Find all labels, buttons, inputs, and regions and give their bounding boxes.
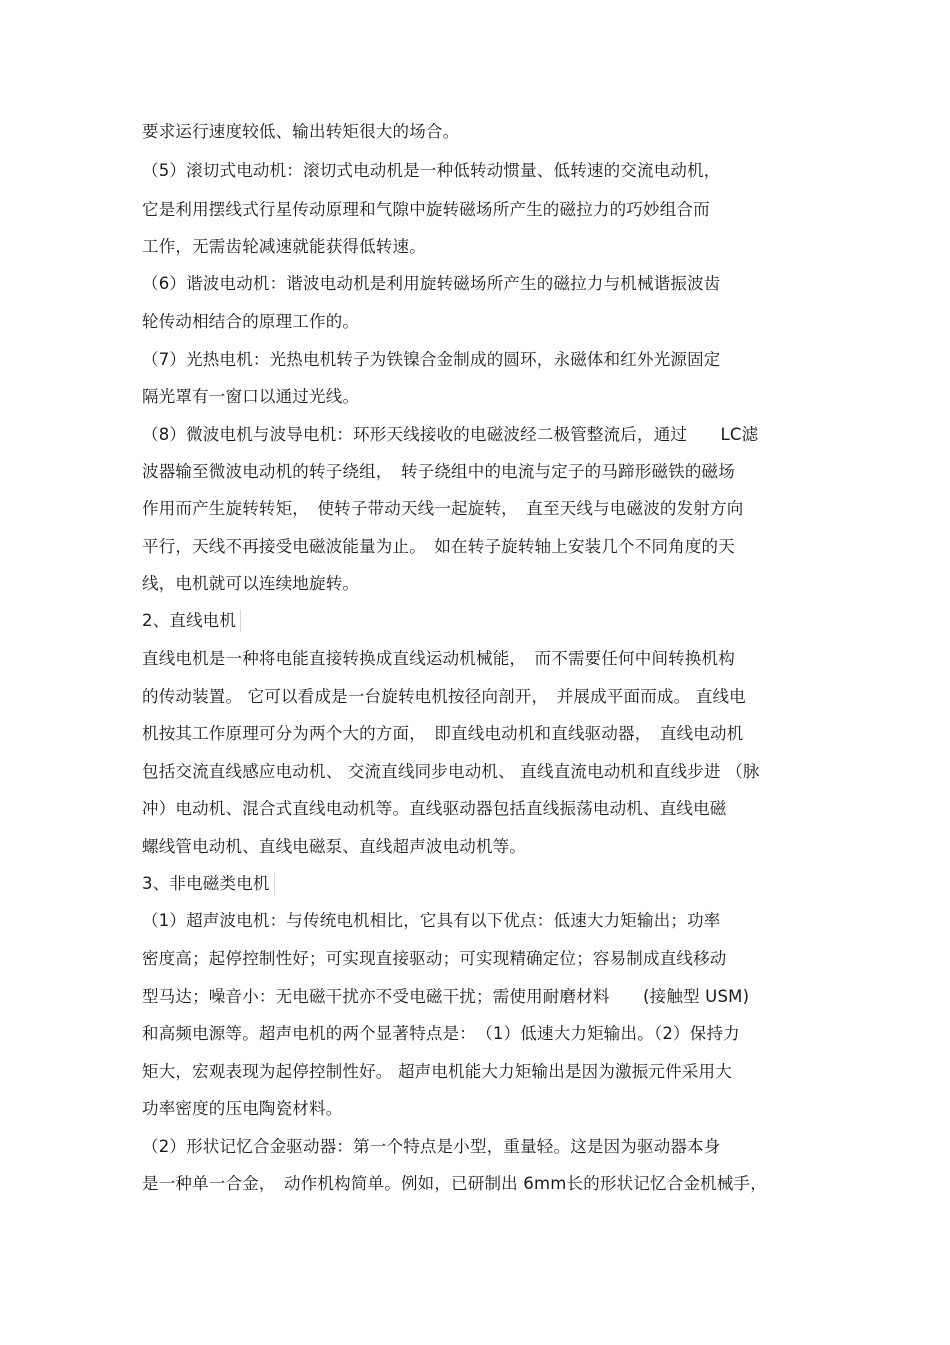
text-line: （1）超声波电机：与传统电机相比，它具有以下优点：低速大力矩输出；功率: [142, 911, 721, 930]
text-line: 和高频电源等。超声电机的两个显著特点是： （1）低速大力矩输出。（2）保持力: [142, 1024, 740, 1043]
text-line: 冲）电动机、混合式直线电动机等。直线驱动器包括直线振荡电动机、直线电磁: [142, 799, 727, 818]
text-line: 线，电机就可以连续地旋转。: [142, 574, 360, 593]
text-line: 螺线管电动机、直线电磁泵、直线超声波电动机等。: [142, 837, 527, 856]
text-line: 功率密度的压电陶瓷材料。: [142, 1099, 343, 1118]
text-line: 隔光罩有一窗口以通过光线。: [142, 387, 360, 406]
text-line: （2）形状记忆合金驱动器：第一个特点是小型，重量轻。这是因为驱动器本身: [142, 1137, 721, 1156]
text-line: 机按其工作原理可分为两个大的方面， 即直线电动机和直线驱动器， 直线电动机: [142, 724, 744, 743]
text-line: 平行，天线不再接受电磁波能量为止。 如在转子旋转轴上安装几个不同角度的天: [142, 537, 735, 556]
text-line: （8）微波电机与波导电机：环形天线接收的电磁波经二极管整流后，通过 LC滤: [142, 425, 759, 444]
text-line: 的传动装置。 它可以看成是一台旋转电机按径向剖开， 并展成平面而成。 直线电: [142, 687, 746, 706]
text-line: （7）光热电机：光热电机转子为铁镍合金制成的圆环，永磁体和红外光源固定: [142, 350, 721, 369]
section-heading-linear-motor: 2、直线电机: [142, 610, 241, 632]
text-line: 矩大，宏观表现为起停控制性好。 超声电机能大力矩输出是因为激振元件采用大: [142, 1062, 732, 1081]
text-line: 密度高；起停控制性好；可实现直接驱动；可实现精确定位；容易制成直线移动: [142, 949, 727, 968]
text-line: 波器输至微波电动机的转子绕组， 转子绕组中的电流与定子的马蹄形磁铁的磁场: [142, 462, 735, 481]
text-line: 作用而产生旋转转矩， 使转子带动天线一起旋转， 直至天线与电磁波的发射方向: [142, 499, 744, 518]
text-line: 工作，无需齿轮减速就能获得低转速。: [142, 237, 426, 256]
text-line: （5）滚切式电动机：滚切式电动机是一种低转动惯量、低转速的交流电动机，: [142, 161, 721, 180]
text-line: 轮传动相结合的原理工作的。: [142, 312, 360, 331]
text-line: 要求运行速度较低、输出转矩很大的场合。: [142, 122, 460, 141]
text-line: 它是利用摆线式行星传动原理和气隙中旋转磁场所产生的磁拉力的巧妙组合而: [142, 200, 710, 219]
text-line: 是一种单一合金， 动作机构简单。例如，已研制出 6mm长的形状记忆合金机械手，: [142, 1174, 767, 1193]
text-line: 包括交流直线感应电动机、 交流直线同步电动机、 直线直流电动机和直线步进 （脉: [142, 762, 760, 781]
text-line: 直线电机是一种将电能直接转换成直线运动机械能， 而不需要任何中间转换机构: [142, 649, 735, 668]
text-line: （6）谐波电动机：谐波电动机是利用旋转磁场所产生的磁拉力与机械谐振波齿: [142, 274, 721, 293]
section-heading-non-electromagnetic: 3、非电磁类电机: [142, 873, 275, 895]
text-line: 型马达；噪音小：无电磁干扰亦不受电磁干扰；需使用耐磨材料 (接触型 USM): [142, 987, 750, 1006]
